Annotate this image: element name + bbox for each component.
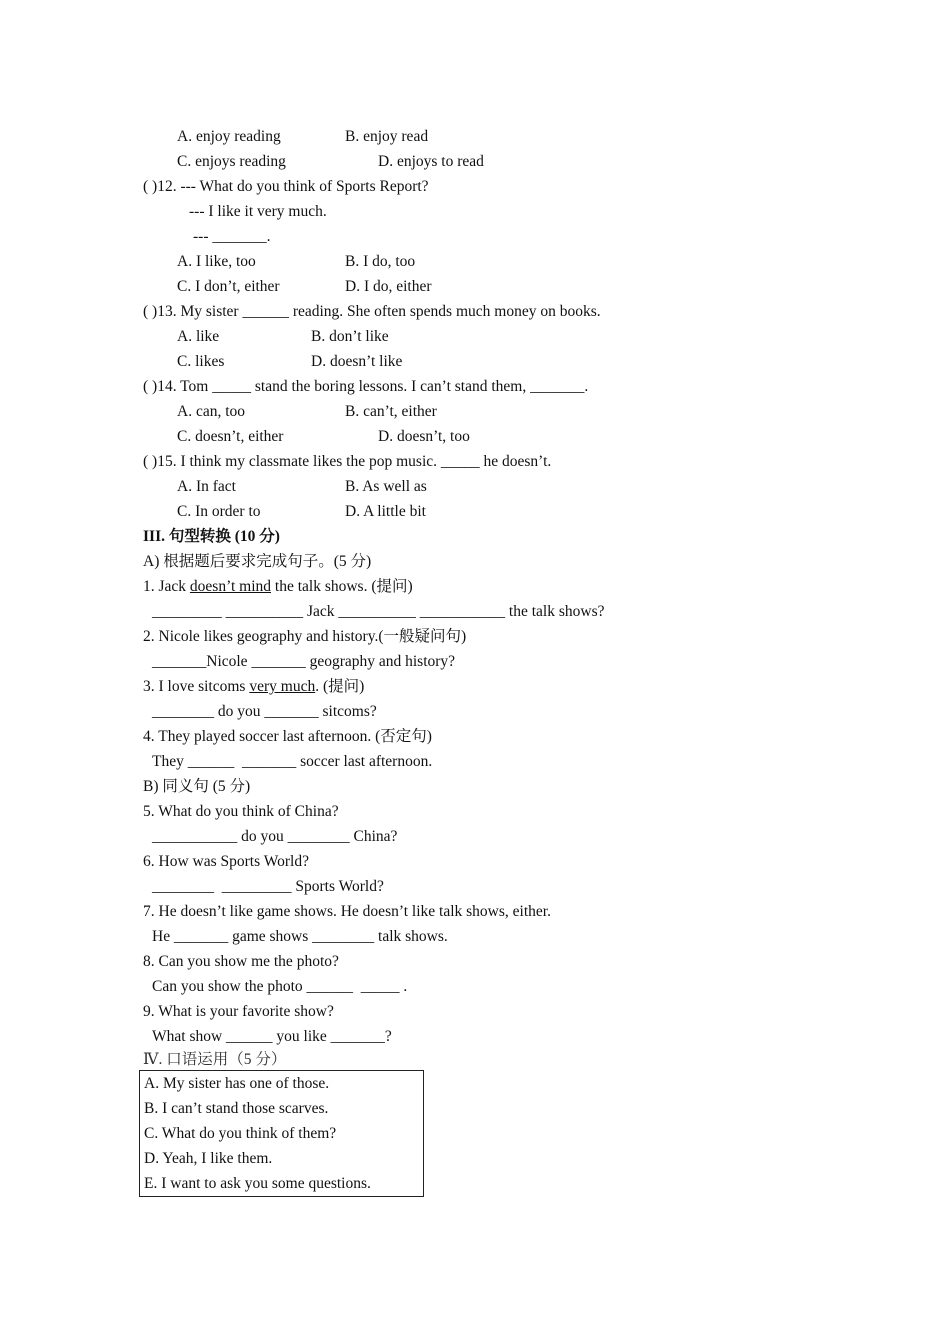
q15-stem: ( )15. I think my classmate likes the pop music. _____ he doesn’t. [143,453,552,470]
dialog-option-b: B. I can’t stand those scarves. [144,1100,329,1117]
sentence-4-answer: They ______ _______ soccer last afternoon. [152,753,433,770]
q14-option-b: B. can’t, either [345,403,437,420]
sentence-7: 7. He doesn’t like game shows. He doesn’t like talk shows, either. [143,903,551,920]
dialog-option-a: A. My sister has one of those. [144,1075,330,1092]
q12-option-a: A. I like, too [177,253,256,270]
sentence-5: 5. What do you think of China? [143,803,339,820]
q11-option-a: A. enjoy reading [177,128,281,145]
sentence-2-answer: _______Nicole _______ geography and history? [152,653,456,670]
section-3-part-a-heading: A) 根据题后要求完成句子。(5 分) [143,553,372,570]
q12-option-b: B. I do, too [345,253,416,270]
sentence-8-answer: Can you show the photo ______ _____ . [152,978,408,995]
sentence-8: 8. Can you show me the photo? [143,953,339,970]
dialog-option-d: D. Yeah, I like them. [144,1150,273,1167]
sentence-1-underlined: doesn’t mind [189,578,272,595]
q11-option-c: C. enjoys reading [177,153,286,170]
sentence-1-post: the talk shows. (提问) [271,578,413,595]
q14-option-d: D. doesn’t, too [378,428,470,445]
section-4-title: Ⅳ. 口语运用（5 分） [143,1051,287,1068]
sentence-1-pre: 1. Jack [143,578,190,595]
sentence-4: 4. They played soccer last afternoon. (否定句) [143,728,432,745]
sentence-9-answer: What show ______ you like _______? [152,1028,392,1045]
q12-stem: ( )12. --- What do you think of Sports Report? [143,178,429,195]
q11-option-d: D. enjoys to read [378,153,484,170]
q15-option-c: C. In order to [177,503,261,520]
q14-option-a: A. can, too [177,403,246,420]
sentence-1-answer: _________ __________ Jack __________ ___________ the talk shows? [152,603,605,620]
sentence-5-answer: ___________ do you ________ China? [152,828,398,845]
sentence-1 [143,577,413,597]
sentence-3 [143,677,364,697]
q13-option-a: A. like [177,328,220,345]
sentence-3-post: . (提问) [315,678,365,695]
sentence-6: 6. How was Sports World? [143,853,309,870]
q13-stem: ( )13. My sister ______ reading. She often spends much money on books. [143,303,601,320]
section-3-part-b-heading: B) 同义句 (5 分) [143,778,251,795]
q15-option-a: A. In fact [177,478,236,495]
section-3-title: III. 句型转换 (10 分) [143,528,280,545]
sentence-3-pre: 3. I love sitcoms [143,678,250,695]
sentence-3-underlined: very much [249,678,316,695]
q13-option-c: C. likes [177,353,225,370]
q12-option-d: D. I do, either [345,278,432,295]
q11-option-b: B. enjoy read [345,128,429,145]
sentence-9: 9. What is your favorite show? [143,1003,334,1020]
q12-dialog-line-3: --- _______. [193,228,271,245]
dialog-options-box [139,1070,424,1197]
dialog-option-c: C. What do you think of them? [144,1125,337,1142]
q14-option-c: C. doesn’t, either [177,428,284,445]
q15-option-d: D. A little bit [345,503,426,520]
sentence-7-answer: He _______ game shows ________ talk shows. [152,928,448,945]
q13-option-b: B. don’t like [311,328,389,345]
q14-stem: ( )14. Tom _____ stand the boring lessons. I can’t stand them, _______. [143,378,589,395]
q12-option-c: C. I don’t, either [177,278,280,295]
dialog-option-e: E. I want to ask you some questions. [144,1175,371,1192]
sentence-6-answer: ________ _________ Sports World? [152,878,384,895]
q12-dialog-line-2: --- I like it very much. [189,203,327,220]
q13-option-d: D. doesn’t like [311,353,403,370]
sentence-3-answer: ________ do you _______ sitcoms? [152,703,377,720]
q15-option-b: B. As well as [345,478,427,495]
sentence-2: 2. Nicole likes geography and history.(一般疑问句) [143,628,467,645]
